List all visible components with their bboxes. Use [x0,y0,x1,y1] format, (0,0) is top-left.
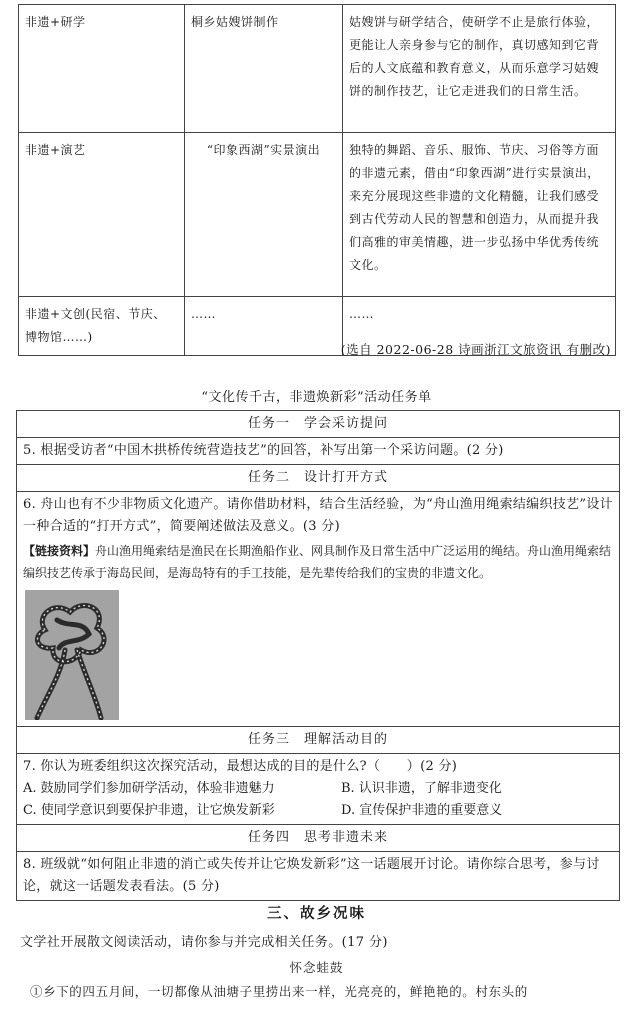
link-material [23,540,613,584]
rope-knot-image [25,590,119,720]
source-note: (选自 2022-06-28 诗画浙江文旅资讯 有删改) [340,342,611,357]
question-7: 7. 你认为班委组织这次探究活动，最想达成的目的是什么?（ ）(2 分) [23,759,458,774]
section-title: 三、故乡况味 [267,906,366,922]
desc-cell: 姑嫂饼与研学结合，使研学不止是旅行体验，更能让人亲身参与它的制作，真切感知到它背后的人文底蕴和教育意义，从而乐意学习姑嫂饼的制作技艺，让它走进我们的日常生活。 [343,5,616,133]
type-cell: 非遗+研学 [19,5,185,133]
rope-knot-drawing [25,590,119,720]
question-5: 5. 根据受访者“中国木拱桥传统营造技艺”的回答，补写出第一个采访问题。(2 分) [17,438,620,465]
desc-cell: 独特的舞蹈、音乐、服饰、节庆、习俗等方面的非遗元素，借由“印象西湖”进行实景演出，来充分展现这些非遗的文化精髓，让我们感受到古代劳动人民的智慧和创造力，从而提升我们高雅的审美情趣，进一步弘扬中华优秀传统文化。 [343,133,616,297]
table-row [19,5,616,133]
heritage-table [18,4,616,356]
option-row [23,778,613,800]
question-7-cell [17,754,620,825]
desc-cell: …… [343,297,616,356]
section-intro: 文学社开展散文阅读活动，请你参与并完成相关任务。(17 分) [20,935,388,950]
item-cell: 桐乡姑嫂饼制作 [185,5,343,133]
option-c: C. 使同学意识到要保护非遗，让它焕发新彩 [23,803,275,818]
type-cell: 非遗+文创(民宿、节庆、博物馆……) [19,297,185,356]
option-a: A. 鼓励同学们参加研学活动，体验非遗魅力 [23,781,275,796]
question-8: 8. 班级就“如何阻止非遗的消亡或失传并让它焕发新彩”这一话题展开讨论。请你综合思考，参与讨论，就这一话题发表看法。(5 分) [17,852,620,901]
option-row [23,800,613,822]
question-6-cell [17,492,620,727]
task-sheet-table [16,410,620,901]
question-6: 6. 舟山也有不少非物质文化遗产。请你借助材料，结合生活经验，为“舟山渔用绳索结编织技艺”设计一种合适的“打开方式”，简要阐述做法及意义。(3 分) [23,497,613,534]
item-cell: “印象西湖”实景演出 [185,133,343,297]
task4-header: 任务四 思考非遗未来 [17,825,620,852]
task3-header: 任务三 理解活动目的 [17,727,620,754]
item-cell: …… [185,297,343,356]
task2-header: 任务二 设计打开方式 [17,465,620,492]
link-material-body: 舟山渔用绳索结是渔民在长期渔船作业、网具制作及日常生活中广泛运用的绳结。舟山渔用绳索结编织技艺传承于海岛民间，是海岛特有的手工技能，是先辈传给我们的宝贵的非遗文化。 [23,544,612,580]
link-material-head: 【链接资料】 [23,544,96,558]
type-cell: 非遗+演艺 [19,133,185,297]
option-d: D. 宣传保护非遗的重要意义 [341,803,503,818]
table-row [19,133,616,297]
essay-title: 怀念蛙鼓 [289,960,344,975]
option-b: B. 认识非遗，了解非遗变化 [341,781,502,796]
task-sheet-title: “文化传千古，非遗焕新彩”活动任务单 [201,390,432,405]
task1-header: 任务一 学会采访提问 [17,411,620,438]
essay-paragraph: ①乡下的四五月间，一切都像从油塘子里捞出来一样，光亮亮的，鲜艳艳的。村东头的 [30,984,528,999]
